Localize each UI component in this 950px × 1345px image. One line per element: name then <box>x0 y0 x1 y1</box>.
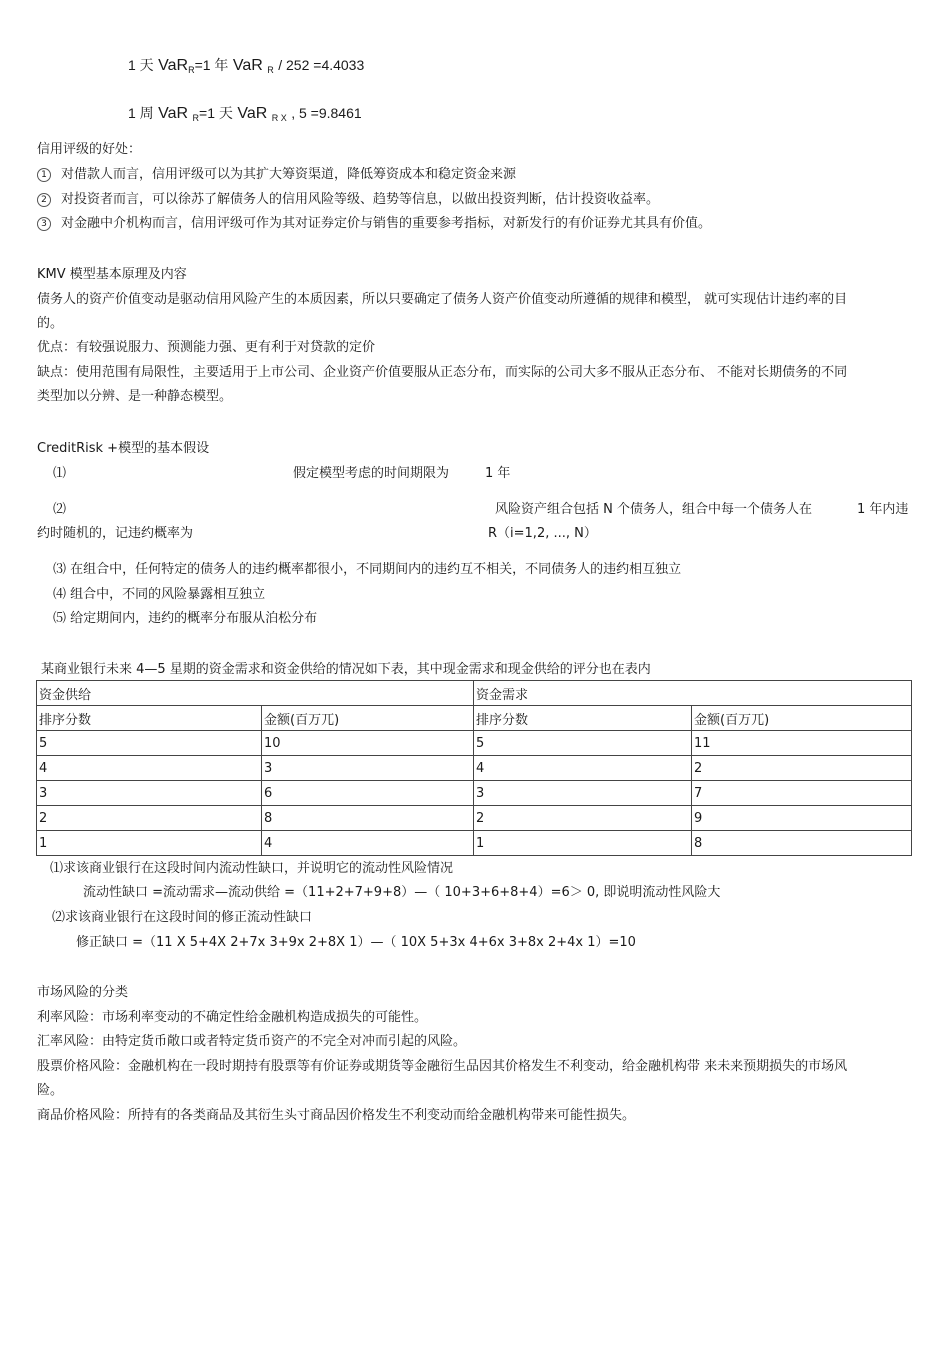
var-l2-eq: =1 天 <box>199 105 233 121</box>
demand-rank-cell: 3 <box>474 781 692 806</box>
supply-rank-cell: 2 <box>37 806 262 831</box>
col-demand-rank: 排序分数 <box>474 706 692 731</box>
kmv-principle-line2: 的。 <box>37 316 64 331</box>
var-l2-sub: R <box>192 113 200 123</box>
demand-rank-cell: 4 <box>474 756 692 781</box>
table-header-row <box>37 681 912 706</box>
kmv-cons-line2: 类型加以分辨、是一种静态模型。 <box>37 389 233 404</box>
circled-number-3: 3 <box>37 217 51 231</box>
circled-number-1: 1 <box>37 168 51 182</box>
var-l2-period: 1 周 <box>128 105 154 121</box>
col-supply-amount: 金额(百万兀) <box>262 706 474 731</box>
var-l1-symbol: VaR <box>158 57 189 74</box>
answer-1: 流动性缺口 =流动需求—流动供给 =（11+2+7+9+8）—（ 10+3+6+8+4）=6＞ 0, 即说明流动性风险大 <box>83 885 721 900</box>
supply-amount-cell: 10 <box>262 731 474 756</box>
demand-amount-cell: 9 <box>692 806 912 831</box>
demand-amount-cell: 2 <box>692 756 912 781</box>
rating-item <box>37 215 711 233</box>
question-2: ⑵求该商业银行在这段时间的修正流动性缺口 <box>52 910 313 925</box>
creditrisk-item4: ⑷ 组合中，不同的风险暴露相互独立 <box>53 587 266 602</box>
answer-2: 修正缺口 =（11 X 5+4X 2+7x 3+9x 2+8X 1）—（ 10X 5+3x 4+6x 3+8x 2+4x 1）=10 <box>76 935 636 950</box>
supply-rank-cell: 3 <box>37 781 262 806</box>
supply-amount-cell: 3 <box>262 756 474 781</box>
demand-amount-cell: 7 <box>692 781 912 806</box>
market-stock-line2: 险。 <box>37 1083 64 1098</box>
col-demand-amount: 金额(百万兀) <box>692 706 912 731</box>
rating-heading: 信用评级的好处： <box>37 142 142 157</box>
var-l1-eq: =1 年 <box>194 57 229 73</box>
creditrisk-item1-value: 1 年 <box>485 466 511 481</box>
var-l2-symbol: VaR <box>158 105 189 122</box>
rating-item-text: 对投资者而言，可以徐苏了解债务人的信用风险等级、趋势等信息，以做出投资判断，估计投资收益率。 <box>61 192 660 207</box>
creditrisk-item2-number: ⑵ <box>53 502 67 517</box>
var-daily-formula <box>128 56 364 76</box>
circled-number-2: 2 <box>37 193 51 207</box>
var-weekly-formula <box>128 104 362 124</box>
supply-rank-cell: 4 <box>37 756 262 781</box>
col-supply-rank: 排序分数 <box>37 706 262 731</box>
creditrisk-item1-number: ⑴ <box>53 466 67 481</box>
table-row <box>37 756 912 781</box>
market-commodity: 商品价格风险：所持有的各类商品及其衍生头寸商品因价格发生不利变动而给金融机构带来可能性损失。 <box>37 1108 636 1123</box>
bank-intro: 某商业银行未来 4—5 星期的资金需求和资金供给的情况如下表，其中现金需求和现金供给的评分也在表内 <box>41 662 651 677</box>
creditrisk-item2-value: 1 年内违 <box>857 502 909 517</box>
var-l2-sub2: R X <box>271 113 287 123</box>
rating-item <box>37 191 659 209</box>
var-l1-sub2: R <box>267 65 274 75</box>
supply-rank-cell: 5 <box>37 731 262 756</box>
supply-amount-cell: 6 <box>262 781 474 806</box>
var-l2-symbol2: VaR <box>237 105 268 122</box>
market-fx: 汇率风险：由特定货币敞口或者特定货币资产的不完全对冲而引起的风险。 <box>37 1034 467 1049</box>
demand-rank-cell: 5 <box>474 731 692 756</box>
demand-amount-cell: 8 <box>692 831 912 856</box>
demand-header: 资金需求 <box>474 681 912 706</box>
market-stock-line1: 股票价格风险：金融机构在一段时期持有股票等有价证券或期货等金融衍生品因其价格发生不利变动，给金融机构带 来未来预期损失的市场风 <box>37 1059 848 1074</box>
table-row <box>37 806 912 831</box>
creditrisk-heading: CreditRisk +模型的基本假设 <box>37 441 210 456</box>
var-l1-result: / 252 =4.4033 <box>278 57 365 73</box>
creditrisk-item2-continued: 约时随机的，记违约概率为 <box>37 526 194 541</box>
supply-rank-cell: 1 <box>37 831 262 856</box>
liquidity-table <box>36 680 912 856</box>
table-row <box>37 731 912 756</box>
demand-amount-cell: 11 <box>692 731 912 756</box>
var-l1-sub: R <box>188 65 195 75</box>
kmv-pros: 优点：有较强说服力、预测能力强、更有利于对贷款的定价 <box>37 340 376 355</box>
market-interest-rate: 利率风险：市场利率变动的不确定性给金融机构造成损失的可能性。 <box>37 1010 428 1025</box>
var-l1-period: 1 天 <box>128 57 154 73</box>
question-1: ⑴求该商业银行在这段时间内流动性缺口，并说明它的流动性风险情况 <box>50 861 454 876</box>
supply-header: 资金供给 <box>37 681 474 706</box>
table-row <box>37 831 912 856</box>
creditrisk-item1-text: 假定模型考虑的时间期限为 <box>293 466 450 481</box>
kmv-cons-line1: 缺点：使用范围有局限性，主要适用于上市公司、企业资产价值要服从正态分布，而实际的公司大多不服从正态分布、 不能对长期债务的不同 <box>37 365 848 380</box>
creditrisk-item3: ⑶ 在组合中，任何特定的债务人的违约概率都很小，不同期间内的违约互不相关，不同债务人的违约相互独立 <box>53 562 682 577</box>
rating-item-text: 对借款人而言，信用评级可以为其扩大筹资渠道，降低筹资成本和稳定资金来源 <box>61 167 517 182</box>
rating-item <box>37 166 516 184</box>
rating-item-text: 对金融中介机构而言，信用评级可作为其对证券定价与销售的重要参考指标，对新发行的有价证券尤其具有价值。 <box>61 216 712 231</box>
var-l2-result: , 5 =9.8461 <box>291 105 362 121</box>
demand-rank-cell: 2 <box>474 806 692 831</box>
supply-amount-cell: 8 <box>262 806 474 831</box>
demand-rank-cell: 1 <box>474 831 692 856</box>
kmv-heading: KMV 模型基本原理及内容 <box>37 267 187 282</box>
var-l1-symbol2: VaR <box>232 57 263 74</box>
supply-amount-cell: 4 <box>262 831 474 856</box>
creditrisk-item2-formula: R（i=1,2, ..., N） <box>488 526 597 541</box>
creditrisk-item5: ⑸ 给定期间内，违约的概率分布服从泊松分布 <box>53 611 318 626</box>
table-row <box>37 781 912 806</box>
table-column-row <box>37 706 912 731</box>
market-heading: 市场风险的分类 <box>37 985 129 1000</box>
creditrisk-item2-text: 风险资产组合包括 N 个债务人，组合中每一个债务人在 <box>495 502 812 517</box>
kmv-principle-line1: 债务人的资产价值变动是驱动信用风险产生的本质因素，所以只要确定了债务人资产价值变动所遵循的规律和模型， 就可实现估计违约率的目 <box>37 292 848 307</box>
